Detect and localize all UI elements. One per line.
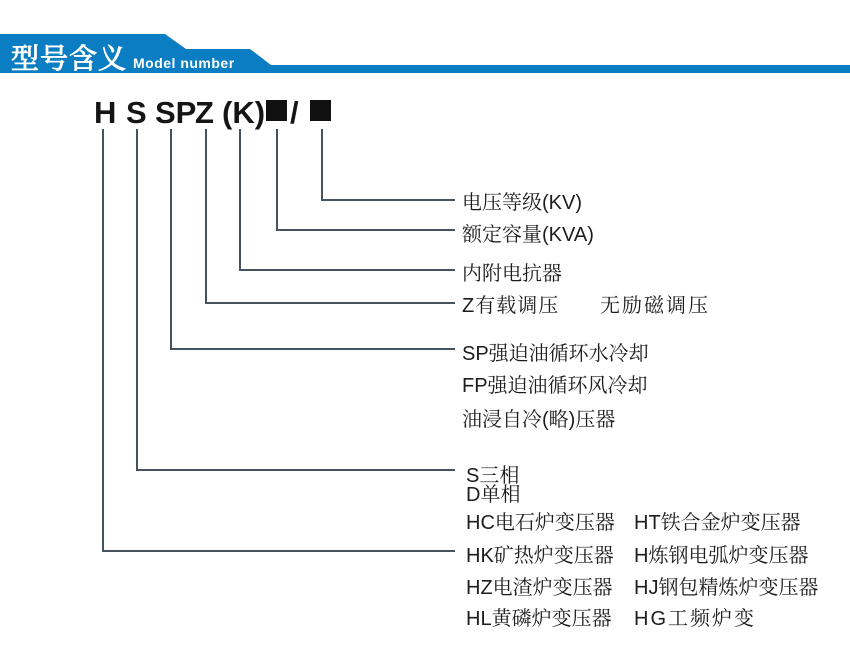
label-furnace-ht: HT铁合金炉变压器 xyxy=(634,512,801,534)
section-subtitle: Model number xyxy=(133,55,235,71)
connector-h xyxy=(103,129,455,551)
connector-capacity xyxy=(277,129,455,230)
connector-sp xyxy=(171,129,455,349)
label-cooling-fp: FP强迫油循环风冷却 xyxy=(462,375,648,397)
connector-voltage xyxy=(322,129,455,200)
label-three-phase: S三相 xyxy=(466,465,520,487)
label-no-excitation-regulation: 无励磁调压 xyxy=(600,295,710,317)
label-furnace-hk: HK矿热炉变压器 xyxy=(466,545,614,567)
connector-z xyxy=(206,129,455,303)
label-on-load-regulation: Z有载调压 xyxy=(462,295,560,317)
label-furnace-hz: HZ电渣炉变压器 xyxy=(466,577,613,599)
label-cooling-oil: 油浸自冷(略)压器 xyxy=(462,409,616,431)
label-furnace-h: H炼钢电弧炉变压器 xyxy=(634,545,809,567)
label-rated-capacity: 额定容量(KVA) xyxy=(462,224,594,246)
label-furnace-hg: HG工频炉变 xyxy=(634,608,756,630)
code-letter-h: H xyxy=(94,95,117,130)
section-title: 型号含义 xyxy=(11,43,128,74)
label-voltage-class: 电压等级(KV) xyxy=(462,192,582,214)
label-furnace-hc: HC电石炉变压器 xyxy=(466,512,615,534)
code-letter-s: S xyxy=(126,95,147,130)
label-single-phase: D单相 xyxy=(466,484,521,506)
connector-s xyxy=(137,129,455,470)
label-furnace-hj: HJ钢包精炼炉变压器 xyxy=(634,577,819,599)
code-letter-k: (K) xyxy=(222,95,266,130)
label-built-in-reactor: 内附电抗器 xyxy=(462,263,562,285)
label-cooling-sp: SP强迫油循环水冷却 xyxy=(462,343,649,365)
code-letter-sp: SP xyxy=(155,95,197,130)
label-furnace-hl: HL黄磷炉变压器 xyxy=(466,608,612,630)
code-separator: / xyxy=(290,95,299,130)
code-letter-z: Z xyxy=(195,95,214,130)
